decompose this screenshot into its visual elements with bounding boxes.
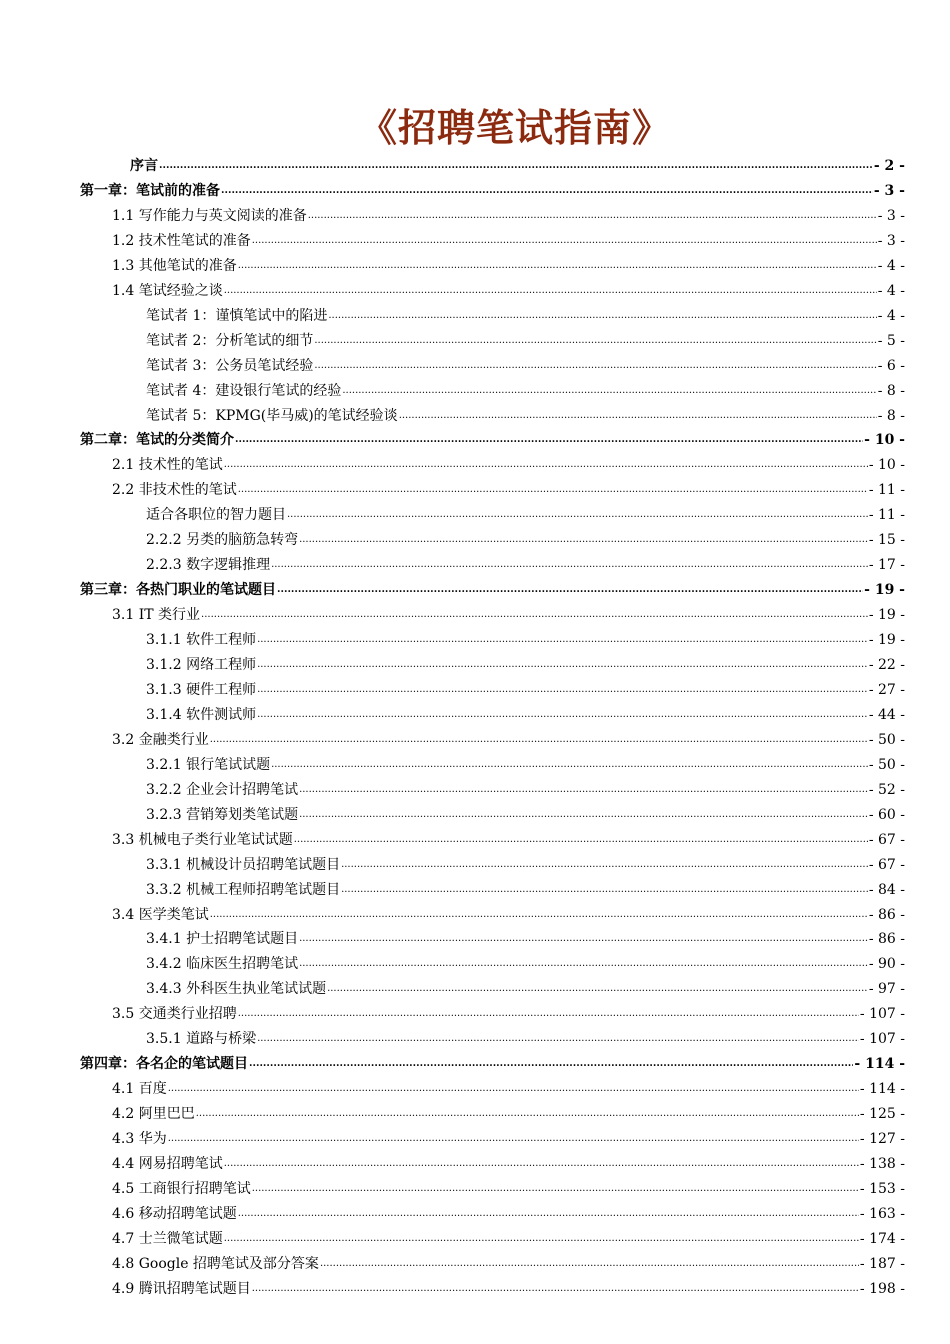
toc-entry[interactable] — [112, 474, 905, 499]
toc-entry[interactable] — [112, 599, 905, 624]
toc-dot-leader — [249, 1057, 853, 1073]
toc-dot-leader — [257, 658, 868, 674]
toc-dot-leader — [257, 1032, 859, 1048]
toc-dot-leader — [328, 309, 876, 325]
toc-entry-label: 4.2 阿里巴巴 — [112, 1106, 195, 1123]
toc-entry-page-number: - 19 - — [864, 582, 905, 599]
toc-entry-page-number: - 86 - — [868, 931, 905, 948]
toc-dot-leader — [299, 783, 868, 799]
toc-entry-page-number: - 10 - — [868, 457, 905, 474]
toc-entry[interactable] — [146, 849, 905, 874]
toc-entry[interactable] — [112, 724, 905, 749]
toc-dot-leader — [257, 708, 868, 724]
toc-dot-leader — [238, 483, 868, 499]
toc-entry-page-number: - 107 - — [859, 1006, 905, 1023]
toc-entry[interactable] — [146, 325, 905, 350]
toc-dot-leader — [252, 1282, 859, 1298]
toc-entry[interactable] — [146, 973, 905, 998]
toc-entry-label: 3.5 交通类行业招聘 — [112, 1006, 237, 1023]
toc-entry-page-number: - 125 - — [859, 1106, 905, 1123]
toc-entry-label: 1.4 笔试经验之谈 — [112, 282, 223, 299]
toc-entry-page-number: - 27 - — [868, 681, 905, 698]
toc-entry[interactable] — [80, 175, 905, 200]
toc-entry-label: 4.3 华为 — [112, 1131, 167, 1148]
toc-dot-leader — [238, 259, 877, 275]
toc-dot-leader — [238, 1207, 859, 1223]
toc-dot-leader — [314, 334, 876, 350]
toc-entry-label: 第二章：笔试的分类简介 — [80, 432, 234, 449]
toc-entry-label: 适合各职位的智力题目 — [146, 507, 286, 524]
toc-entry[interactable] — [112, 1148, 905, 1173]
toc-entry-label: 笔试者 2：分析笔试的细节 — [146, 332, 314, 349]
toc-entry-page-number: - 19 - — [868, 607, 905, 624]
toc-entry-label: 3.2.2 企业会计招聘笔试 — [146, 781, 299, 798]
toc-entry[interactable] — [112, 275, 905, 300]
toc-entry-page-number: - 60 - — [868, 806, 905, 823]
toc-entry[interactable] — [146, 674, 905, 699]
toc-entry-label: 3.1.2 网络工程师 — [146, 657, 257, 673]
toc-entry-page-number: - 4 - — [877, 307, 905, 324]
toc-entry-page-number: - 90 - — [868, 956, 905, 973]
toc-entry[interactable] — [112, 824, 905, 849]
toc-entry-page-number: - 50 - — [868, 731, 905, 748]
toc-entry[interactable] — [112, 1173, 905, 1198]
toc-entry-page-number: - 67 - — [868, 831, 905, 848]
toc-entry[interactable] — [112, 200, 905, 225]
toc-entry-page-number: - 6 - — [877, 357, 905, 374]
toc-entry-label: 3.3.2 机械工程师招聘笔试题目 — [146, 881, 341, 898]
toc-entry-label: 3.2.1 银行笔试试题 — [146, 756, 271, 773]
toc-entry-label: 4.1 百度 — [112, 1081, 167, 1098]
toc-entry-page-number: - 52 - — [868, 781, 905, 798]
toc-entry[interactable] — [146, 524, 905, 549]
toc-dot-leader — [196, 1107, 859, 1123]
toc-dot-leader — [271, 758, 868, 774]
toc-entry-page-number: - 3 - — [877, 232, 905, 249]
toc-entry-label: 4.7 士兰微笔试题 — [112, 1230, 223, 1247]
toc-entry[interactable] — [112, 1098, 905, 1123]
toc-entry-page-number: - 8 - — [877, 382, 905, 399]
toc-entry-label: 3.2.3 营销筹划类笔试题 — [146, 806, 299, 823]
toc-entry[interactable] — [146, 350, 905, 375]
toc-entry-label: 3.4 医学类笔试 — [112, 906, 209, 923]
toc-entry[interactable] — [80, 574, 905, 599]
toc-entry[interactable] — [146, 948, 905, 973]
toc-entry[interactable] — [146, 749, 905, 774]
toc-dot-leader — [257, 633, 868, 649]
toc-dot-leader — [294, 833, 868, 849]
toc-dot-leader — [342, 384, 876, 400]
toc-dot-leader — [201, 608, 868, 624]
toc-entry-label: 4.4 网易招聘笔试 — [112, 1156, 223, 1172]
toc-entry-page-number: - 15 - — [868, 532, 905, 549]
toc-dot-leader — [287, 508, 868, 524]
toc-entry-page-number: - 163 - — [859, 1205, 905, 1222]
toc-dot-leader — [210, 908, 868, 924]
toc-dot-leader — [210, 733, 868, 749]
toc-entry[interactable] — [146, 1023, 905, 1048]
toc-dot-leader — [224, 284, 877, 300]
toc-entry[interactable] — [146, 400, 905, 425]
toc-entry[interactable] — [146, 699, 905, 724]
toc-entry-label: 3.5.1 道路与桥梁 — [146, 1031, 257, 1048]
toc-entry-label: 第三章：各热门职业的笔试题目 — [80, 582, 276, 599]
toc-entry-page-number: - 19 - — [868, 632, 905, 649]
toc-entry[interactable] — [130, 150, 905, 175]
toc-entry-page-number: - 114 - — [859, 1081, 905, 1098]
toc-entry[interactable] — [112, 449, 905, 474]
toc-dot-leader — [252, 234, 877, 250]
toc-entry-page-number: - 22 - — [868, 657, 905, 673]
toc-dot-leader — [271, 558, 868, 574]
toc-entry-label: 笔试者 1：谨慎笔试中的陷进 — [146, 307, 328, 324]
toc-entry-page-number: - 2 - — [873, 158, 905, 174]
toc-entry[interactable] — [112, 1248, 905, 1273]
toc-entry-label: 1.3 其他笔试的准备 — [112, 257, 237, 274]
toc-entry-label: 笔试者 3：公务员笔试经验 — [146, 357, 314, 374]
toc-entry[interactable] — [146, 375, 905, 400]
document-title: 《招聘笔试指南》 — [358, 105, 671, 150]
toc-entry-label: 序言 — [130, 158, 158, 174]
toc-entry-label: 3.3.1 机械设计员招聘笔试题目 — [146, 856, 341, 873]
toc-dot-leader — [224, 1232, 859, 1248]
toc-entry-page-number: - 97 - — [868, 981, 905, 998]
toc-entry-label: 3.1.3 硬件工程师 — [146, 681, 257, 698]
toc-entry-page-number: - 127 - — [859, 1131, 905, 1148]
toc-entry[interactable] — [146, 300, 905, 325]
toc-entry-label: 1.1 写作能力与英文阅读的准备 — [112, 207, 307, 224]
toc-entry-label: 3.2 金融类行业 — [112, 731, 209, 748]
toc-entry[interactable] — [112, 1223, 905, 1248]
toc-entry-label: 2.2.3 数字逻辑推理 — [146, 557, 271, 574]
toc-entry-label: 4.8 Google 招聘笔试及部分答案 — [112, 1255, 319, 1272]
toc-entry-page-number: - 107 - — [859, 1031, 905, 1048]
toc-entry-label: 3.4.3 外科医生执业笔试试题 — [146, 981, 327, 998]
toc-dot-leader — [320, 1257, 859, 1273]
toc-entry-label: 3.1.1 软件工程师 — [146, 632, 257, 649]
toc-entry[interactable] — [146, 499, 905, 524]
toc-dot-leader — [252, 1182, 859, 1198]
toc-dot-leader — [224, 1157, 859, 1173]
toc-entry-page-number: - 17 - — [868, 557, 905, 574]
toc-entry[interactable] — [112, 998, 905, 1023]
toc-entry[interactable] — [146, 799, 905, 824]
toc-dot-leader — [314, 359, 876, 375]
toc-dot-leader — [299, 932, 868, 948]
toc-entry-label: 第一章：笔试前的准备 — [80, 182, 220, 199]
toc-dot-leader — [159, 159, 873, 175]
toc-entry-label: 4.6 移动招聘笔试题 — [112, 1205, 237, 1222]
toc-entry[interactable] — [112, 1073, 905, 1098]
toc-entry-page-number: - 3 - — [877, 207, 905, 224]
toc-entry-page-number: - 8 - — [877, 407, 905, 424]
toc-entry-page-number: - 114 - — [854, 1056, 905, 1073]
toc-dot-leader — [308, 209, 877, 225]
toc-dot-leader — [341, 858, 868, 874]
toc-entry-page-number: - 10 - — [864, 432, 905, 449]
toc-entry-label: 2.2.2 另类的脑筋急转弯 — [146, 532, 299, 549]
toc-entry[interactable] — [146, 549, 905, 574]
toc-entry-page-number: - 44 - — [868, 706, 905, 723]
toc-entry-page-number: - 4 - — [877, 282, 905, 299]
toc-entry[interactable] — [80, 1048, 905, 1073]
toc-dot-leader — [399, 409, 877, 425]
toc-entry-page-number: - 174 - — [859, 1230, 905, 1247]
toc-dot-leader — [168, 1082, 859, 1098]
toc-entry[interactable] — [146, 624, 905, 649]
toc-entry-page-number: - 187 - — [859, 1255, 905, 1272]
toc-entry[interactable] — [146, 774, 905, 799]
toc-entry[interactable] — [112, 1198, 905, 1223]
toc-entry[interactable] — [146, 649, 905, 674]
toc-entry-page-number: - 67 - — [868, 856, 905, 873]
toc-entry-label: 2.1 技术性的笔试 — [112, 457, 223, 474]
toc-entry-label: 3.4.1 护士招聘笔试题目 — [146, 931, 299, 948]
toc-entry[interactable] — [80, 424, 905, 449]
toc-entry-page-number: - 5 - — [877, 332, 905, 349]
toc-dot-leader — [299, 957, 868, 973]
toc-entry[interactable] — [112, 1273, 905, 1298]
toc-entry-label: 3.1.4 软件测试师 — [146, 706, 257, 723]
toc-entry[interactable] — [146, 923, 905, 948]
toc-entry-page-number: - 4 - — [877, 257, 905, 274]
toc-entry[interactable] — [112, 250, 905, 275]
toc-entry-label: 3.1 IT 类行业 — [112, 607, 201, 624]
toc-entry-label: 笔试者 4：建设银行笔试的经验 — [146, 382, 342, 399]
toc-entry-page-number: - 153 - — [859, 1180, 905, 1197]
toc-entry-page-number: - 11 - — [868, 482, 905, 499]
toc-entry[interactable] — [112, 1123, 905, 1148]
toc-entry-label: 笔试者 5：KPMG(毕马威)的笔试经验谈 — [146, 407, 398, 424]
toc-entry-label: 1.2 技术性笔试的准备 — [112, 232, 251, 249]
toc-entry-page-number: - 86 - — [868, 906, 905, 923]
toc-entry-label: 3.4.2 临床医生招聘笔试 — [146, 956, 299, 973]
toc-entry-page-number: - 11 - — [868, 507, 905, 524]
toc-dot-leader — [257, 683, 868, 699]
toc-dot-leader — [327, 982, 868, 998]
toc-entry-page-number: - 84 - — [868, 881, 905, 898]
toc-dot-leader — [238, 1007, 859, 1023]
toc-entry-label: 4.5 工商银行招聘笔试 — [112, 1180, 251, 1197]
toc-dot-leader — [277, 583, 863, 599]
toc-dot-leader — [221, 184, 873, 200]
toc-entry[interactable] — [112, 225, 905, 250]
toc-entry-label: 2.2 非技术性的笔试 — [112, 482, 237, 499]
toc-entry-page-number: - 198 - — [859, 1280, 905, 1297]
toc-entry-page-number: - 138 - — [859, 1156, 905, 1172]
toc-dot-leader — [341, 883, 868, 899]
toc-dot-leader — [224, 458, 868, 474]
toc-entry[interactable] — [146, 874, 905, 899]
toc-entry-page-number: - 3 - — [873, 182, 905, 199]
toc-entry[interactable] — [112, 899, 905, 924]
toc-entry-label: 4.9 腾讯招聘笔试题目 — [112, 1280, 251, 1297]
toc-dot-leader — [235, 433, 863, 449]
toc-dot-leader — [299, 808, 868, 824]
toc-entry-label: 3.3 机械电子类行业笔试试题 — [112, 831, 293, 848]
toc-dot-leader — [299, 533, 868, 549]
toc-entry-label: 第四章：各名企的笔试题目 — [80, 1056, 248, 1073]
toc-dot-leader — [168, 1132, 859, 1148]
toc-entry-page-number: - 50 - — [868, 756, 905, 773]
